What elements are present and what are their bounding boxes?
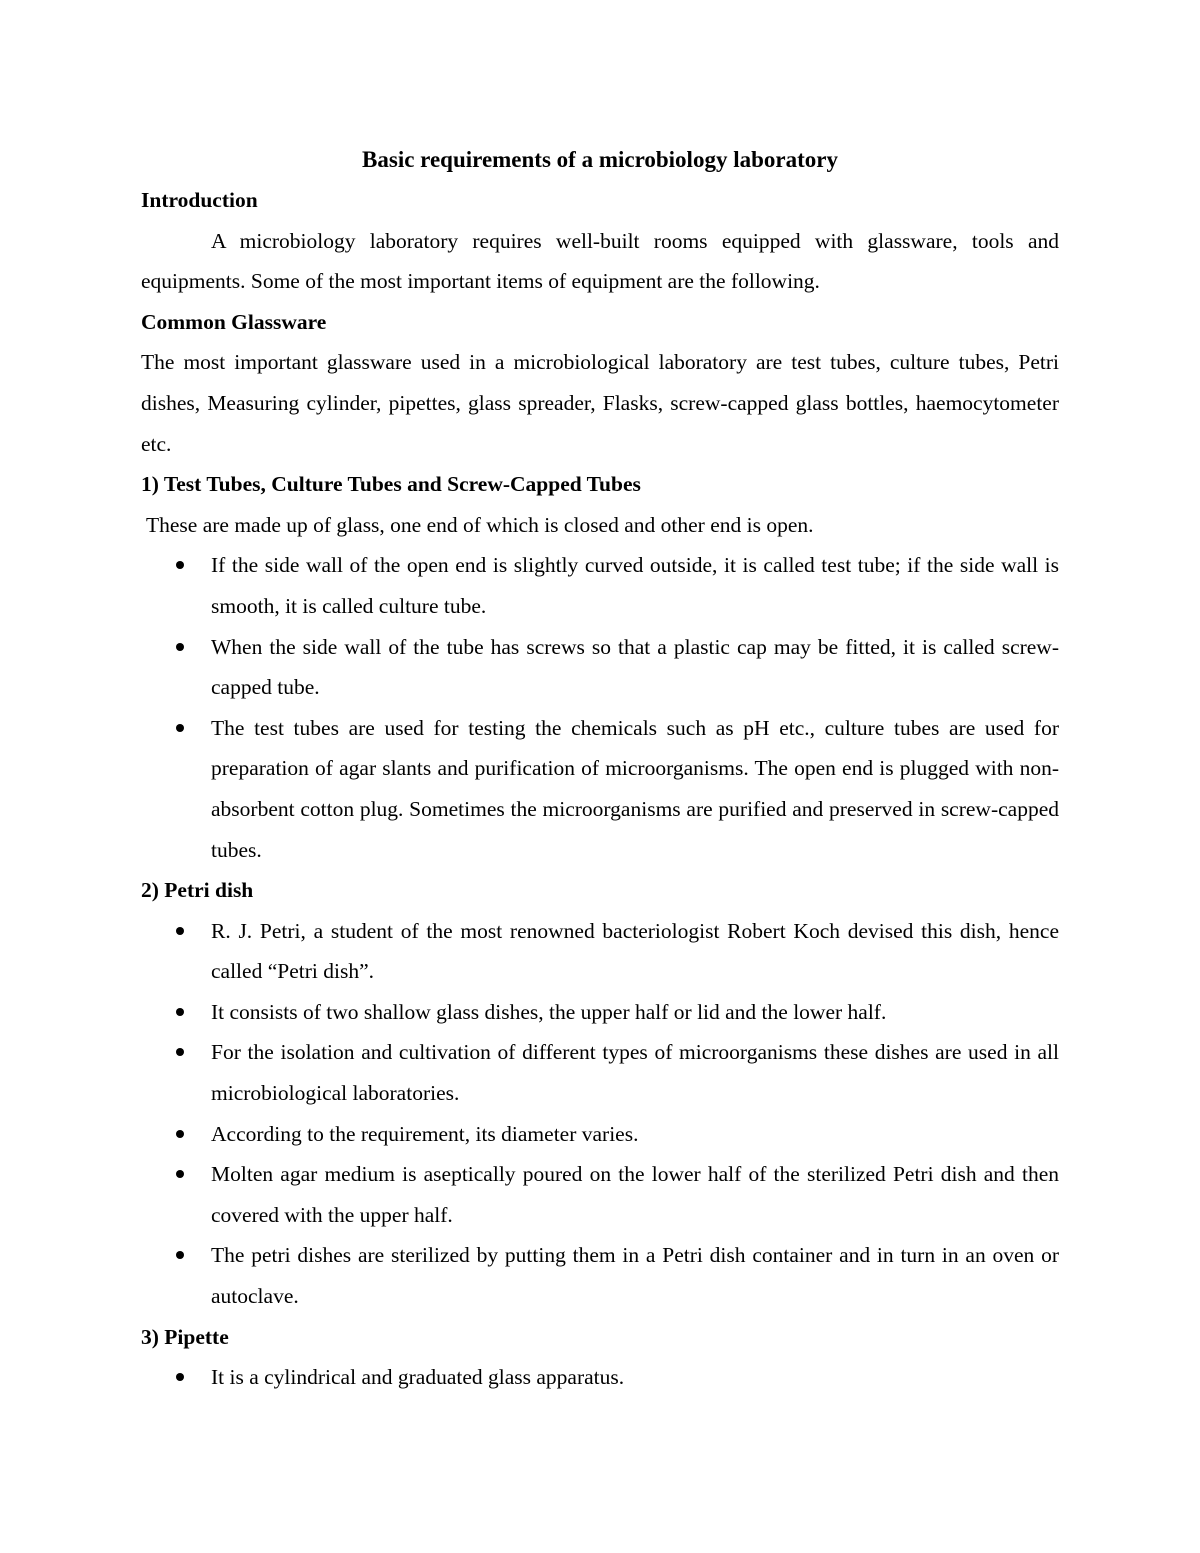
list-item-text: R. J. Petri, a student of the most renowned bacteriologist Robert Koch devised this dish, hence called “Petri dish”. <box>211 918 1059 984</box>
bullet-icon <box>176 1373 184 1381</box>
list-item-text: For the isolation and cultivation of different types of microorganisms these dishes are used in all microbiological laboratories. <box>211 1040 1059 1106</box>
list-item-text: If the side wall of the open end is slightly curved outside, it is called test tube; if the side wall is smooth, it is called culture tube. <box>211 553 1059 618</box>
bullet-icon <box>176 1251 184 1259</box>
section-heading-test-tubes: 1) Test Tubes, Culture Tubes and Screw-Capped Tubes <box>141 472 641 497</box>
list-item <box>141 1357 1059 1398</box>
bullet-icon <box>176 724 184 732</box>
list-item-text: According to the requirement, its diameter varies. <box>211 1121 639 1146</box>
bullet-icon <box>176 1008 184 1016</box>
common-glassware-paragraph: The most important glassware used in a microbiological laboratory are test tubes, culture tubes, Petri dishes, Measuring cylinder, pipettes, glass spreader, Flasks, screw-capped glass bottles, haemocytometer etc. <box>141 350 1059 456</box>
list-item <box>141 627 1059 708</box>
petri-dish-bullet-list <box>141 911 1059 1317</box>
list-item <box>141 911 1059 992</box>
list-item <box>141 1032 1059 1113</box>
test-tubes-bullet-list <box>141 545 1059 870</box>
section-heading-petri-dish: 2) Petri dish <box>141 878 254 903</box>
test-tubes-paragraph: These are made up of glass, one end of which is closed and other end is open. <box>146 512 814 537</box>
section-heading-introduction: Introduction <box>141 188 258 212</box>
bullet-icon <box>176 1048 184 1056</box>
list-item <box>141 1154 1059 1235</box>
bullet-icon <box>176 927 184 935</box>
list-item-text: It consists of two shallow glass dishes, the upper half or lid and the lower half. <box>211 999 887 1024</box>
list-item-text: The petri dishes are sterilized by putting them in a Petri dish container and in turn in an oven or autoclave. <box>211 1243 1059 1309</box>
document-title: Basic requirements of a microbiology laboratory <box>362 147 838 172</box>
introduction-paragraph: A microbiology laboratory requires well-built rooms equipped with glassware, tools and equipments. Some of the most important items of equipment are the following. <box>141 228 1059 294</box>
list-item <box>141 708 1059 870</box>
list-item-text: Molten agar medium is aseptically poured on the lower half of the sterilized Petri dish and then covered with the upper half. <box>211 1162 1059 1227</box>
list-item <box>141 545 1059 626</box>
bullet-icon <box>176 1130 184 1138</box>
document-page <box>141 140 1059 1398</box>
section-heading-pipette: 3) Pipette <box>141 1324 229 1349</box>
list-item-text: The test tubes are used for testing the chemicals such as pH etc., culture tubes are used for preparation of agar slants and purification of microorganisms. The open end is plugged with non-absorbent cotton plug. Sometimes the microorganisms are purified and preserved in screw-capped tubes. <box>211 715 1059 862</box>
bullet-icon <box>176 643 184 651</box>
section-heading-common-glassware: Common Glassware <box>141 309 327 334</box>
pipette-bullet-list <box>141 1357 1059 1398</box>
bullet-icon <box>176 1170 184 1178</box>
list-item-text: When the side wall of the tube has screws so that a plastic cap may be fitted, it is called screw-capped tube. <box>211 634 1059 700</box>
bullet-icon <box>176 561 184 569</box>
list-item <box>141 992 1059 1033</box>
list-item <box>141 1235 1059 1316</box>
list-item-text: It is a cylindrical and graduated glass apparatus. <box>211 1365 625 1390</box>
list-item <box>141 1114 1059 1155</box>
